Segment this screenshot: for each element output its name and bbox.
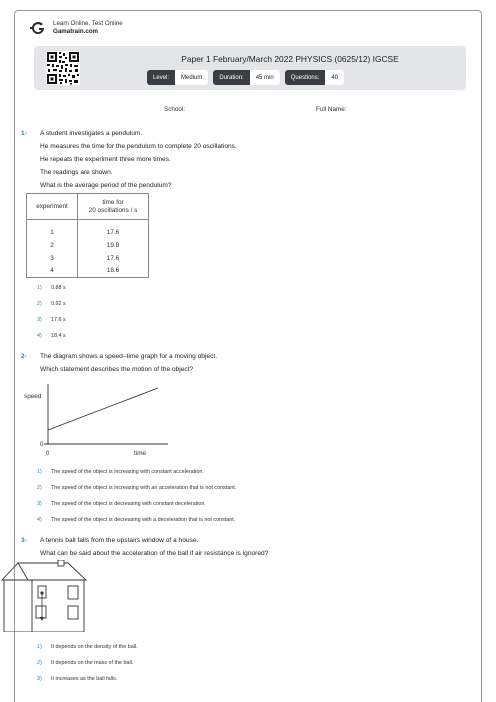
school-field-label: School: xyxy=(164,106,186,113)
table-row xyxy=(27,239,149,252)
fullname-field-label: Full Name: xyxy=(316,106,347,113)
table-row xyxy=(27,252,149,265)
readings-table xyxy=(26,193,149,278)
answer-option[interactable]: 4) 18.4 s xyxy=(37,333,66,339)
answer-option[interactable]: 2) 0.92 s xyxy=(37,301,66,307)
table-cell: 1 xyxy=(27,226,78,239)
question-text-line: What is the average period of the pendulum? xyxy=(40,182,172,189)
question-number: 3- xyxy=(21,537,27,544)
answer-option[interactable]: 4) The speed of the object is decreasing with a deceleration that is not constant. xyxy=(37,517,236,523)
question-text-line: The diagram shows a speed–time graph for a moving object. xyxy=(40,353,218,360)
house-diagram xyxy=(0,560,90,632)
answer-option[interactable]: 3) It increases as the ball falls. xyxy=(37,676,118,682)
paper-title: Paper 1 February/March 2022 PHYSICS (0625/12) IGCSE xyxy=(181,54,399,64)
table-header-cell xyxy=(78,194,149,220)
question-text-line: What can be said about the acceleration of the ball if air resistance is ignored? xyxy=(40,550,269,557)
duration-value: 45 min xyxy=(250,70,280,85)
duration-pill xyxy=(213,70,279,85)
answer-option[interactable]: 1) The speed of the object is increasing with constant acceleration. xyxy=(37,469,204,475)
table-cell: 3 xyxy=(27,252,78,265)
paper-header xyxy=(34,46,466,90)
gamatrain-logo-icon xyxy=(30,21,46,35)
speed-line xyxy=(48,388,158,430)
question-text-line: A tennis ball falls from the upstairs window of a house. xyxy=(40,537,199,544)
question-number: 1- xyxy=(21,130,27,137)
table-cell: 4 xyxy=(27,265,78,278)
table-cell: 2 xyxy=(27,239,78,252)
table-cell: 17.6 xyxy=(78,226,149,239)
question-text-line: A student investigates a pendulum. xyxy=(40,130,143,137)
x-origin-label: 0 xyxy=(46,451,50,457)
x-axis-label: time xyxy=(134,450,147,457)
y-axis-label: speed xyxy=(24,393,42,400)
questions-value: 40 xyxy=(325,70,344,85)
question-text-line: He repeats the experiment three more times. xyxy=(40,156,171,163)
table-cell: 19.8 xyxy=(78,239,149,252)
paper-meta xyxy=(147,70,349,85)
roof xyxy=(2,563,86,580)
questions-label: Questions: xyxy=(285,70,326,85)
level-value: Medium xyxy=(175,70,208,85)
table-header-line: time for xyxy=(102,198,124,206)
brand-tagline: Learn Online, Test Online xyxy=(53,20,123,27)
answer-option[interactable]: 3) 17.6 s xyxy=(37,317,66,323)
answer-option[interactable]: 3) The speed of the object is decreasing with constant deceleration. xyxy=(37,501,206,507)
question-text-line: He measures the time for the pendulum to complete 20 oscillations. xyxy=(40,143,237,150)
table-header-row xyxy=(27,194,149,220)
answer-option[interactable]: 2) It depends on the mass of the ball. xyxy=(37,660,134,666)
answer-option[interactable]: 1) It depends on the density of the ball. xyxy=(37,644,138,650)
tennis-ball xyxy=(40,591,43,594)
table-header-line: 20 oscillations / s xyxy=(88,206,138,214)
table-header-cell: experiment xyxy=(27,194,78,220)
table-cell: 17.6 xyxy=(78,252,149,265)
questions-pill xyxy=(285,70,344,85)
table-cell: 18.6 xyxy=(78,265,149,278)
level-label: Level: xyxy=(147,70,175,85)
answer-option[interactable]: 1) 0.88 s xyxy=(37,285,66,291)
qr-code-icon[interactable] xyxy=(46,51,80,85)
y-origin-label: 0 xyxy=(40,442,44,448)
question-number: 2- xyxy=(21,353,27,360)
brand xyxy=(30,20,123,36)
table-row xyxy=(27,265,149,278)
speed-time-graph xyxy=(22,382,172,460)
level-pill xyxy=(147,70,208,85)
arrow-down-icon xyxy=(40,617,44,621)
duration-label: Duration: xyxy=(213,70,249,85)
table-row xyxy=(27,226,149,239)
answer-option[interactable]: 2) The speed of the object is increasing with an acceleration that is not constant. xyxy=(37,485,237,491)
question-text-line: The readings are shown. xyxy=(40,169,113,176)
question-text-line: Which statement describes the motion of the object? xyxy=(40,366,194,373)
brand-site[interactable]: Gamatrain.com xyxy=(53,28,99,35)
